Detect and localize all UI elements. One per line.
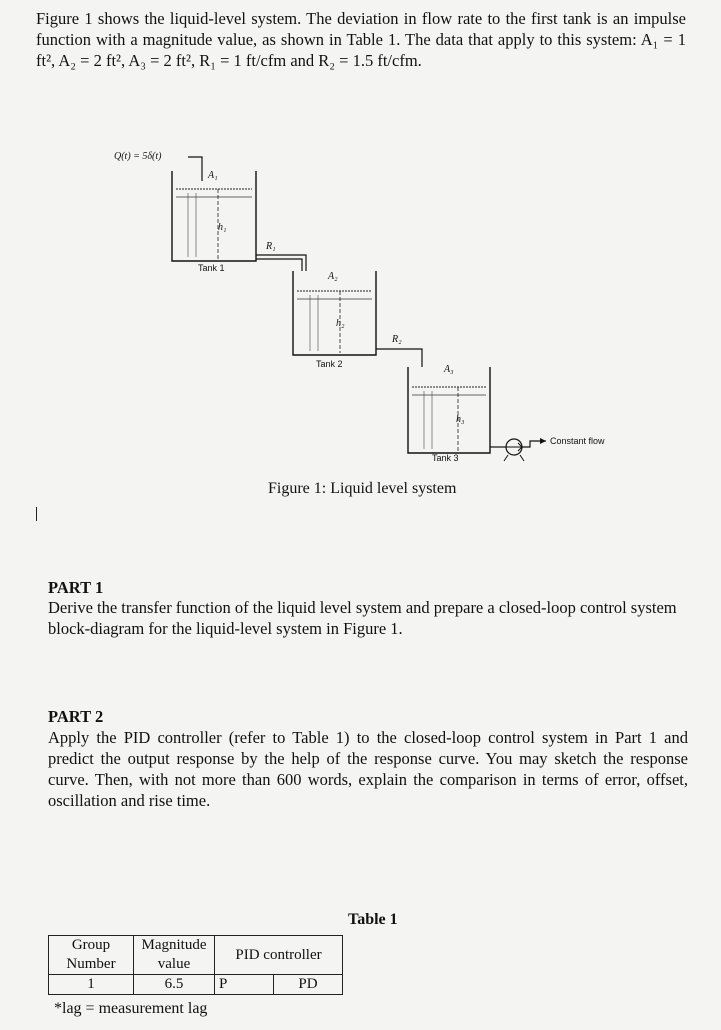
figure-caption: Figure 1: Liquid level system: [268, 480, 457, 497]
part1-body: Derive the transfer function of the liquid level system and prepare a closed-loop control system block-diagram for the liquid-level system in Figure 1.: [48, 598, 677, 638]
h1-label: h₁: [218, 222, 227, 233]
margin-mark: [36, 507, 37, 521]
h3-label: h₃: [456, 414, 465, 425]
a2-label: A₂: [328, 271, 338, 282]
r2-label: R₂: [392, 334, 402, 345]
h2-label: h₂: [336, 318, 345, 329]
table-1: [48, 935, 343, 995]
part2-heading: PART 2: [48, 707, 104, 726]
cell-controller-2: PD: [274, 975, 343, 995]
header-group: Group Number: [49, 936, 134, 975]
a3-label: A₃: [444, 364, 454, 375]
tank3-label: Tank 3: [432, 453, 459, 463]
table-header-row: [49, 936, 343, 975]
tank-3: [408, 364, 490, 463]
tank2-label: Tank 2: [316, 359, 343, 369]
pump-icon: [504, 439, 524, 461]
part1-heading: PART 1: [48, 578, 104, 597]
tank-2: [293, 271, 376, 369]
outflow-label: Constant flow: [550, 436, 605, 446]
cell-controller-1: P: [215, 975, 274, 995]
table-note: *lag = measurement lag: [54, 1000, 208, 1017]
r1-label: R₁: [266, 241, 276, 252]
inflow-label: Q(t) = 5δ(t): [114, 151, 162, 162]
tank-1: [172, 170, 256, 273]
cell-magnitude: 6.5: [134, 975, 215, 995]
table-caption: Table 1: [348, 911, 398, 928]
table-row: [49, 975, 343, 995]
header-magnitude: Magnitude value: [134, 936, 215, 975]
intro-paragraph: Figure 1 shows the liquid-level system. The deviation in flow rate to the first tank is an impulse function with a magnitude value, as shown in Table 1. The data that apply to this system: A₁ = 1 ft², A₂ = 2 ft², A₃ = 2 ft², R₁ = 1 ft/cfm and R₂ = 1.5 ft/cfm.: [36, 9, 686, 70]
tank1-label: Tank 1: [198, 263, 225, 273]
part2-body: Apply the PID controller (refer to Table 1) to the closed-loop control system in Part 1 and predict the output response by the help of the response curve. You may sketch the response curve. Then, with not more than 600 words, explain the comparison in terms of error, offset, oscillation and rise time.: [48, 728, 688, 810]
liquid-level-diagram: [100, 145, 640, 475]
a1-label: A₁: [208, 170, 218, 181]
cell-group: 1: [49, 975, 134, 995]
header-pid: PID controller: [215, 936, 343, 975]
